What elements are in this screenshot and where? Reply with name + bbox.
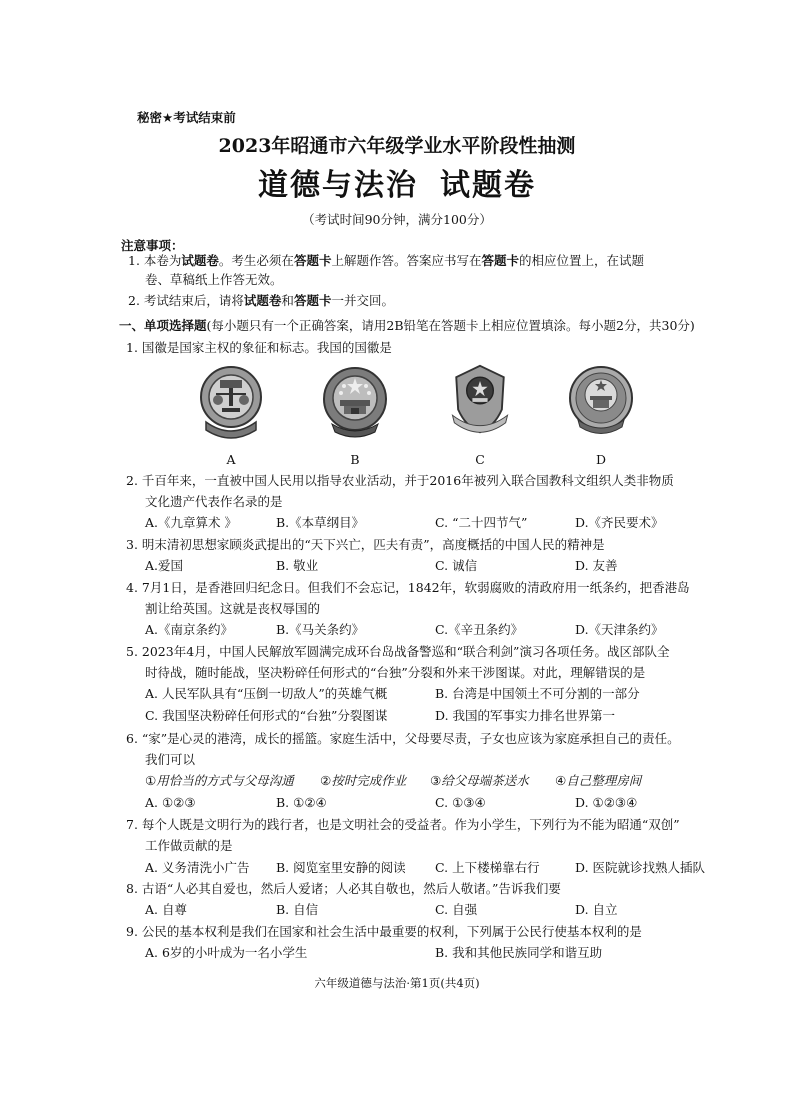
question-9-option-b: B. 我和其他民族同学和谐互助	[435, 945, 603, 960]
question-9-option-a: A. 6岁的小叶成为一名小学生	[145, 945, 308, 960]
question-2-option-b: B.《本草纲目》	[276, 515, 365, 530]
question-3-stem: 3. 明末清初思想家顾炎武提出的“天下兴亡，匹夫有责”，高度概括的中国人民的精神是	[126, 537, 605, 552]
question-1-stem: 1. 国徽是国家主权的象征和标志。我国的国徽是	[126, 340, 392, 355]
national-emblem-icon	[320, 364, 390, 440]
question-2-option-a: A.《九章算术 》	[145, 515, 237, 530]
question-7-stem-cont: 工作做贡献的是	[145, 838, 233, 853]
question-2-option-d: D.《齐民要术》	[575, 515, 664, 530]
question-3-option-a: A.爱国	[145, 558, 184, 573]
notice-item-2: 2. 考试结束后，请将试题卷和答题卡一并交回。	[128, 293, 394, 308]
question-4-stem-cont: 割让给英国。这就是丧权辱国的	[145, 601, 321, 616]
question-7-option-b: B. 阅览室里安静的阅读	[276, 860, 406, 875]
question-2-stem-cont: 文化遗产代表作名录的是	[145, 494, 283, 509]
paper-title	[0, 160, 794, 204]
section-1-heading: 一、单项选择题(每小题只有一个正确答案，请用2B铅笔在答题卡上相应位置填涂。每小题2分，共30分)	[119, 318, 695, 333]
question-5-option-a: A. 人民军队具有“压倒一切敌人”的英雄气概	[145, 686, 388, 701]
subject-name: 道德与法治	[258, 168, 418, 203]
question-5-option-c: C. 我国坚决粉碎任何形式的“台独”分裂图谋	[145, 708, 388, 723]
option-d-label: D	[595, 452, 607, 467]
question-7-stem: 7. 每个人既是文明行为的践行者，也是文明社会的受益者。作为小学生，下列行为不能为昭通“双创”	[126, 817, 680, 832]
procuratorate-emblem-icon	[566, 364, 636, 440]
question-4-option-d: D.《天津条约》	[575, 622, 664, 637]
question-8-stem: 8. 古语“人必其自爱也，然后人爱诸；人必其自敬也，然后人敬诸。”告诉我们要	[126, 881, 561, 896]
question-6-statement-4: ④自己整理房间	[555, 773, 642, 788]
page-footer: 六年级道德与法治·第1页(共4页)	[314, 976, 480, 990]
question-6-statement-1: ①用恰当的方式与父母沟通	[145, 773, 294, 788]
question-7-option-c: C. 上下楼梯靠右行	[435, 860, 540, 875]
question-6-statement-3: ③给父母端茶送水	[430, 773, 529, 788]
question-5-option-d: D. 我国的军事实力排名世界第一	[435, 708, 616, 723]
question-4-stem: 4. 7月1日，是香港回归纪念日。但我们不会忘记，1842年，软弱腐败的清政府用一纸条约，把香港岛	[126, 580, 690, 595]
question-7-option-a: A. 义务清洗小广告	[145, 860, 250, 875]
option-b-label: B	[350, 452, 360, 467]
question-6-stem: 6. “家”是心灵的港湾，成长的摇篮。家庭生活中，父母要尽责，子女也应该为家庭承担自己的责任。	[126, 731, 680, 746]
time-note: （考试时间90分钟，满分100分）	[302, 212, 492, 227]
notice-heading: 注意事项：	[121, 238, 184, 253]
question-6-option-d: D. ①②③④	[575, 795, 638, 810]
option-c-label: C	[475, 452, 485, 467]
court-emblem-icon	[196, 364, 266, 440]
question-4-option-c: C.《辛丑条约》	[435, 622, 524, 637]
question-7-option-d: D. 医院就诊找熟人插队	[575, 860, 706, 875]
question-6-option-c: C. ①③④	[435, 795, 486, 810]
question-8-option-d: D. 自立	[575, 902, 618, 917]
exam-title: 2023年昭通市六年级学业水平阶段性抽测	[218, 135, 576, 157]
paper-type: 试题卷	[440, 168, 536, 203]
question-5-stem: 5. 2023年4月，中国人民解放军圆满完成环台岛战备警巡和“联合利剑”演习各项任务。战区部队全	[126, 644, 670, 659]
question-6-option-b: B. ①②④	[276, 795, 327, 810]
question-2-stem: 2. 千百年来，一直被中国人民用以指导农业活动，并于2016年被列入联合国教科文组织人类非物质	[126, 473, 674, 488]
question-5-stem-cont: 时待战，随时能战，坚决粉碎任何形式的“台独”分裂和外来干涉图谋。对此，理解错误的是	[145, 665, 646, 680]
question-5-option-b: B. 台湾是中国领土不可分割的一部分	[435, 686, 640, 701]
notice-item-1: 1. 本卷为试题卷。考生必须在答题卡上解题作答。答案应书写在答题卡的相应位置上，在试题	[128, 253, 644, 268]
option-a-label: A	[226, 452, 236, 467]
question-8-option-a: A. 自尊	[145, 902, 187, 917]
question-4-option-b: B.《马关条约》	[276, 622, 365, 637]
question-6-statement-2: ②按时完成作业	[320, 773, 407, 788]
question-9-stem: 9. 公民的基本权利是我们在国家和社会生活中最重要的权利，下列属于公民行使基本权利的是	[126, 924, 642, 939]
question-2-option-c: C. “二十四节气”	[435, 515, 528, 530]
question-3-option-d: D. 友善	[575, 558, 618, 573]
question-8-option-b: B. 自信	[276, 902, 319, 917]
notice-item-1-cont: 卷、草稿纸上作答无效。	[145, 272, 283, 287]
question-4-option-a: A.《南京条约》	[145, 622, 234, 637]
question-3-option-c: C. 诚信	[435, 558, 478, 573]
question-8-option-c: C. 自强	[435, 902, 478, 917]
police-emblem-icon	[445, 362, 515, 438]
question-6-stem-cont: 我们可以	[145, 752, 196, 767]
question-6-option-a: A. ①②③	[145, 795, 196, 810]
question-3-option-b: B. 敬业	[276, 558, 319, 573]
confidential-mark: 秘密★考试结束前	[137, 110, 236, 125]
